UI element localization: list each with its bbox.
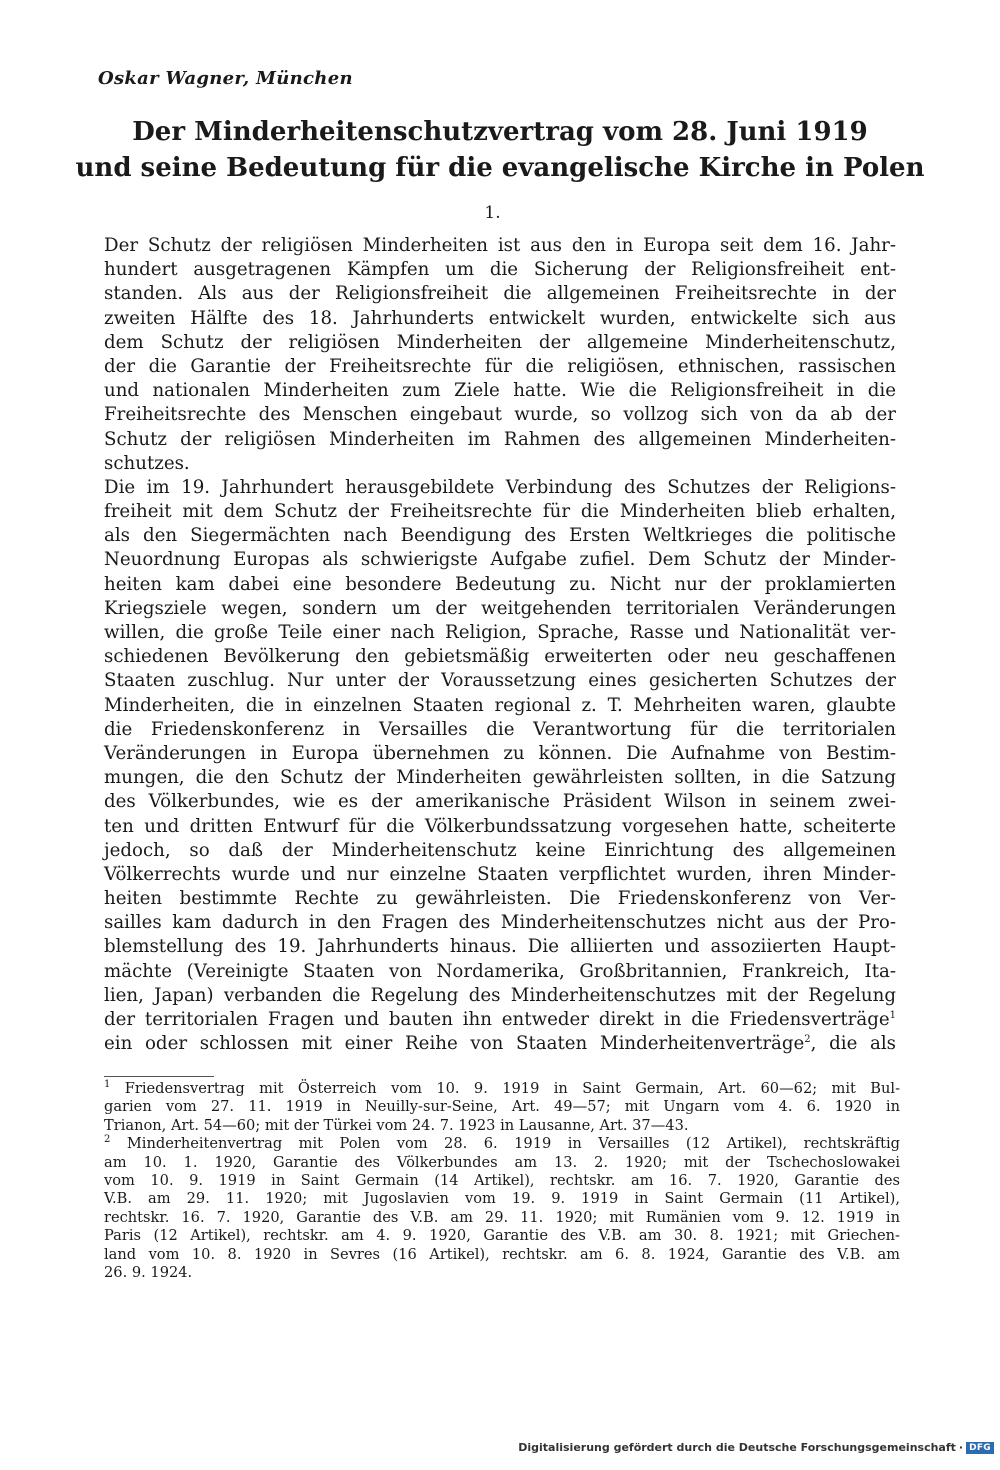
body-line: Der Schutz der religiösen Minderheiten ist aus den in Europa seit dem 16. Jahr- xyxy=(104,235,896,256)
body-line: Neuordnung Europas als schwierigste Aufgabe zufiel. Dem Schutz der Minder- xyxy=(104,549,896,571)
body-line: mungen, die den Schutz der Minderheiten gewährleisten sollten, in die Satzung xyxy=(104,767,896,789)
body-line: freiheit mit dem Schutz der Freiheitsrechte für die Minderheiten blieb erhalten, xyxy=(104,501,896,523)
body-line: schutzes. xyxy=(104,452,190,474)
footnote-line: vom 10. 9. 1919 in Saint Germain (14 Artikel), rechtskr. am 16. 7. 1920, Garantie des xyxy=(104,1171,900,1189)
body-line: der die Garantie der Freiheitsrechte für die religiösen, ethnischen, rassischen xyxy=(104,355,896,377)
digitization-credit xyxy=(518,1441,994,1454)
body-line: heiten bestimmte Rechte zu gewährleisten. Die Friedenskonferenz von Ver- xyxy=(104,888,896,910)
footnote-line: Trianon, Art. 54—60; mit der Türkei vom 24. 7. 1923 in Lausanne, Art. 37—43. xyxy=(104,1116,689,1134)
body-line: als den Siegermächten nach Beendigung des Ersten Weltkrieges die politische xyxy=(104,525,896,547)
body-line: blemstellung des 19. Jahrhunderts hinaus. Die alliierten und assoziierten Haupt- xyxy=(104,936,896,958)
title-line-1: Der Minderheitenschutzvertrag vom 28. Juni 1919 xyxy=(132,117,868,147)
footnote-line: 26. 9. 1924. xyxy=(104,1263,193,1281)
dfg-logo-icon: DFG xyxy=(966,1442,994,1454)
body-line: ten und dritten Entwurf für die Völkerbundssatzung vorgesehen hatte, scheiterte xyxy=(104,815,896,837)
footnote-line: am 10. 1. 1920, Garantie des Völkerbundes am 13. 2. 1920; mit der Tschechoslowakei xyxy=(104,1153,900,1171)
body-line: Staaten zuschlug. Nur unter der Voraussetzung eines gesicherten Schutzes der xyxy=(104,670,896,692)
body-line-text: ein oder schlossen mit einer Reihe von Staaten Minderheitenverträge xyxy=(104,1033,805,1055)
footnote-divider xyxy=(104,1076,214,1077)
footnote-mark-2: 2 xyxy=(104,1134,111,1146)
body-line: willen, die große Teile einer nach Religion, Sprache, Rasse und Nationalität ver- xyxy=(104,622,896,643)
footnote-ref-2[interactable]: 2 xyxy=(804,1034,811,1046)
body-line: jedoch, so daß der Minderheitenschutz keine Einrichtung des allgemeinen xyxy=(104,839,896,861)
author-line: Oskar Wagner, München xyxy=(98,68,353,89)
footnote-line: land vom 10. 8. 1920 in Sevres (16 Artikel), rechtskr. am 6. 8. 1924, Garantie des V.B. am xyxy=(104,1245,900,1263)
body-line: schiedenen Bevölkerung den gebietsmäßig erweiterten oder neu geschaffenen xyxy=(104,646,896,668)
footnote-line: V.B. am 29. 11. 1920; mit Jugoslavien vom 19. 9. 1919 in Saint Germain (11 Artikel), xyxy=(104,1190,900,1208)
section-number: 1. xyxy=(484,203,501,223)
body-line: Veränderungen in Europa übernehmen zu können. Die Aufnahme von Bestim- xyxy=(104,742,896,764)
body-line-text: der territorialen Fragen und bauten ihn entweder direkt in die Friedensverträge xyxy=(104,1009,890,1030)
body-line: Die im 19. Jahrhundert herausgebildete Verbindung des Schutzes der Religions- xyxy=(104,476,896,498)
body-line: heiten kam dabei eine besondere Bedeutung zu. Nicht nur der proklamierten xyxy=(104,573,896,595)
footnotes xyxy=(104,1080,900,1282)
body-line-with-footnote-ref xyxy=(104,1032,896,1056)
footnote-line: Paris (12 Artikel), rechtskr. am 4. 9. 1920, Garantie des V.B. am 30. 8. 1921; mit Griechen- xyxy=(104,1227,900,1245)
body-line: Freiheitsrechte des Menschen eingebaut wurde, so vollzog sich von da ab der xyxy=(104,404,896,426)
footnote-line: garien vom 27. 11. 1919 in Neuilly-sur-Seine, Art. 49—57; mit Ungarn vom 4. 6. 1920 in xyxy=(104,1098,900,1116)
title-line-2: und seine Bedeutung für die evangelische Kirche in Polen xyxy=(75,153,925,183)
body-line: dem Schutz der religiösen Minderheiten der allgemeine Minderheitenschutz, xyxy=(104,331,896,353)
footnote-line xyxy=(104,1135,900,1153)
body-line: Völkerrechts wurde und nur einzelne Staaten verpflichtet wurden, ihren Minder- xyxy=(104,863,896,885)
body-text xyxy=(104,234,896,1056)
footnote-line xyxy=(104,1080,900,1098)
body-line: und nationalen Minderheiten zum Ziele hatte. Wie die Religionsfreiheit in die xyxy=(104,380,896,402)
body-line: Minderheiten, die in einzelnen Staaten regional z. T. Mehrheiten waren, glaubte xyxy=(104,694,896,716)
body-line: Kriegsziele wegen, sondern um der weitgehenden territorialen Veränderungen xyxy=(104,597,896,619)
body-line: hundert ausgetragenen Kämpfen um die Sicherung der Religionsfreiheit ent- xyxy=(104,259,896,281)
footnote-text: Friedensvertrag mit Österreich vom 10. 9. 1919 in Saint Germain, Art. 60—62; mit Bul- xyxy=(124,1080,901,1097)
body-line: die Friedenskonferenz in Versailles die Verantwortung für die territorialen xyxy=(104,718,896,740)
credit-text: Digitalisierung gefördert durch die Deutsche Forschungsgemeinschaft xyxy=(518,1441,956,1454)
body-line: mächte (Vereinigte Staaten von Nordamerika, Großbritannien, Frankreich, Ita- xyxy=(104,960,896,982)
article-title xyxy=(60,114,940,186)
footnote-ref-1[interactable]: 1 xyxy=(889,1009,896,1021)
footnote-text: Minderheitenvertrag mit Polen vom 28. 6. 1919 in Versailles (12 Artikel), rechtskräftig xyxy=(126,1135,900,1153)
body-line: des Völkerbundes, wie es der amerikanische Präsident Wilson in seinem zwei- xyxy=(104,791,896,813)
body-line: zweiten Hälfte des 18. Jahrhunderts entwickelt wurden, entwickelte sich aus xyxy=(104,307,896,329)
body-line: sailles kam dadurch in den Fragen des Minderheitenschutzes nicht aus der Pro- xyxy=(104,912,896,934)
body-line: lien, Japan) verbanden die Regelung des Minderheitenschutzes mit der Regelung xyxy=(104,984,896,1006)
credit-separator: · xyxy=(958,1441,964,1454)
body-line: Schutz der religiösen Minderheiten im Rahmen des allgemeinen Minderheiten- xyxy=(104,428,896,450)
body-line-with-footnote-ref xyxy=(104,1008,896,1032)
body-line-text: , die als xyxy=(810,1033,897,1055)
footnote-line: rechtskr. 16. 7. 1920, Garantie des V.B. am 29. 11. 1920; mit Rumänien vom 9. 12. 1919 in xyxy=(104,1208,900,1226)
body-line: standen. Als aus der Religionsfreiheit die allgemeinen Freiheitsrechte in der xyxy=(104,283,896,305)
footnote-mark-1: 1 xyxy=(104,1079,111,1091)
